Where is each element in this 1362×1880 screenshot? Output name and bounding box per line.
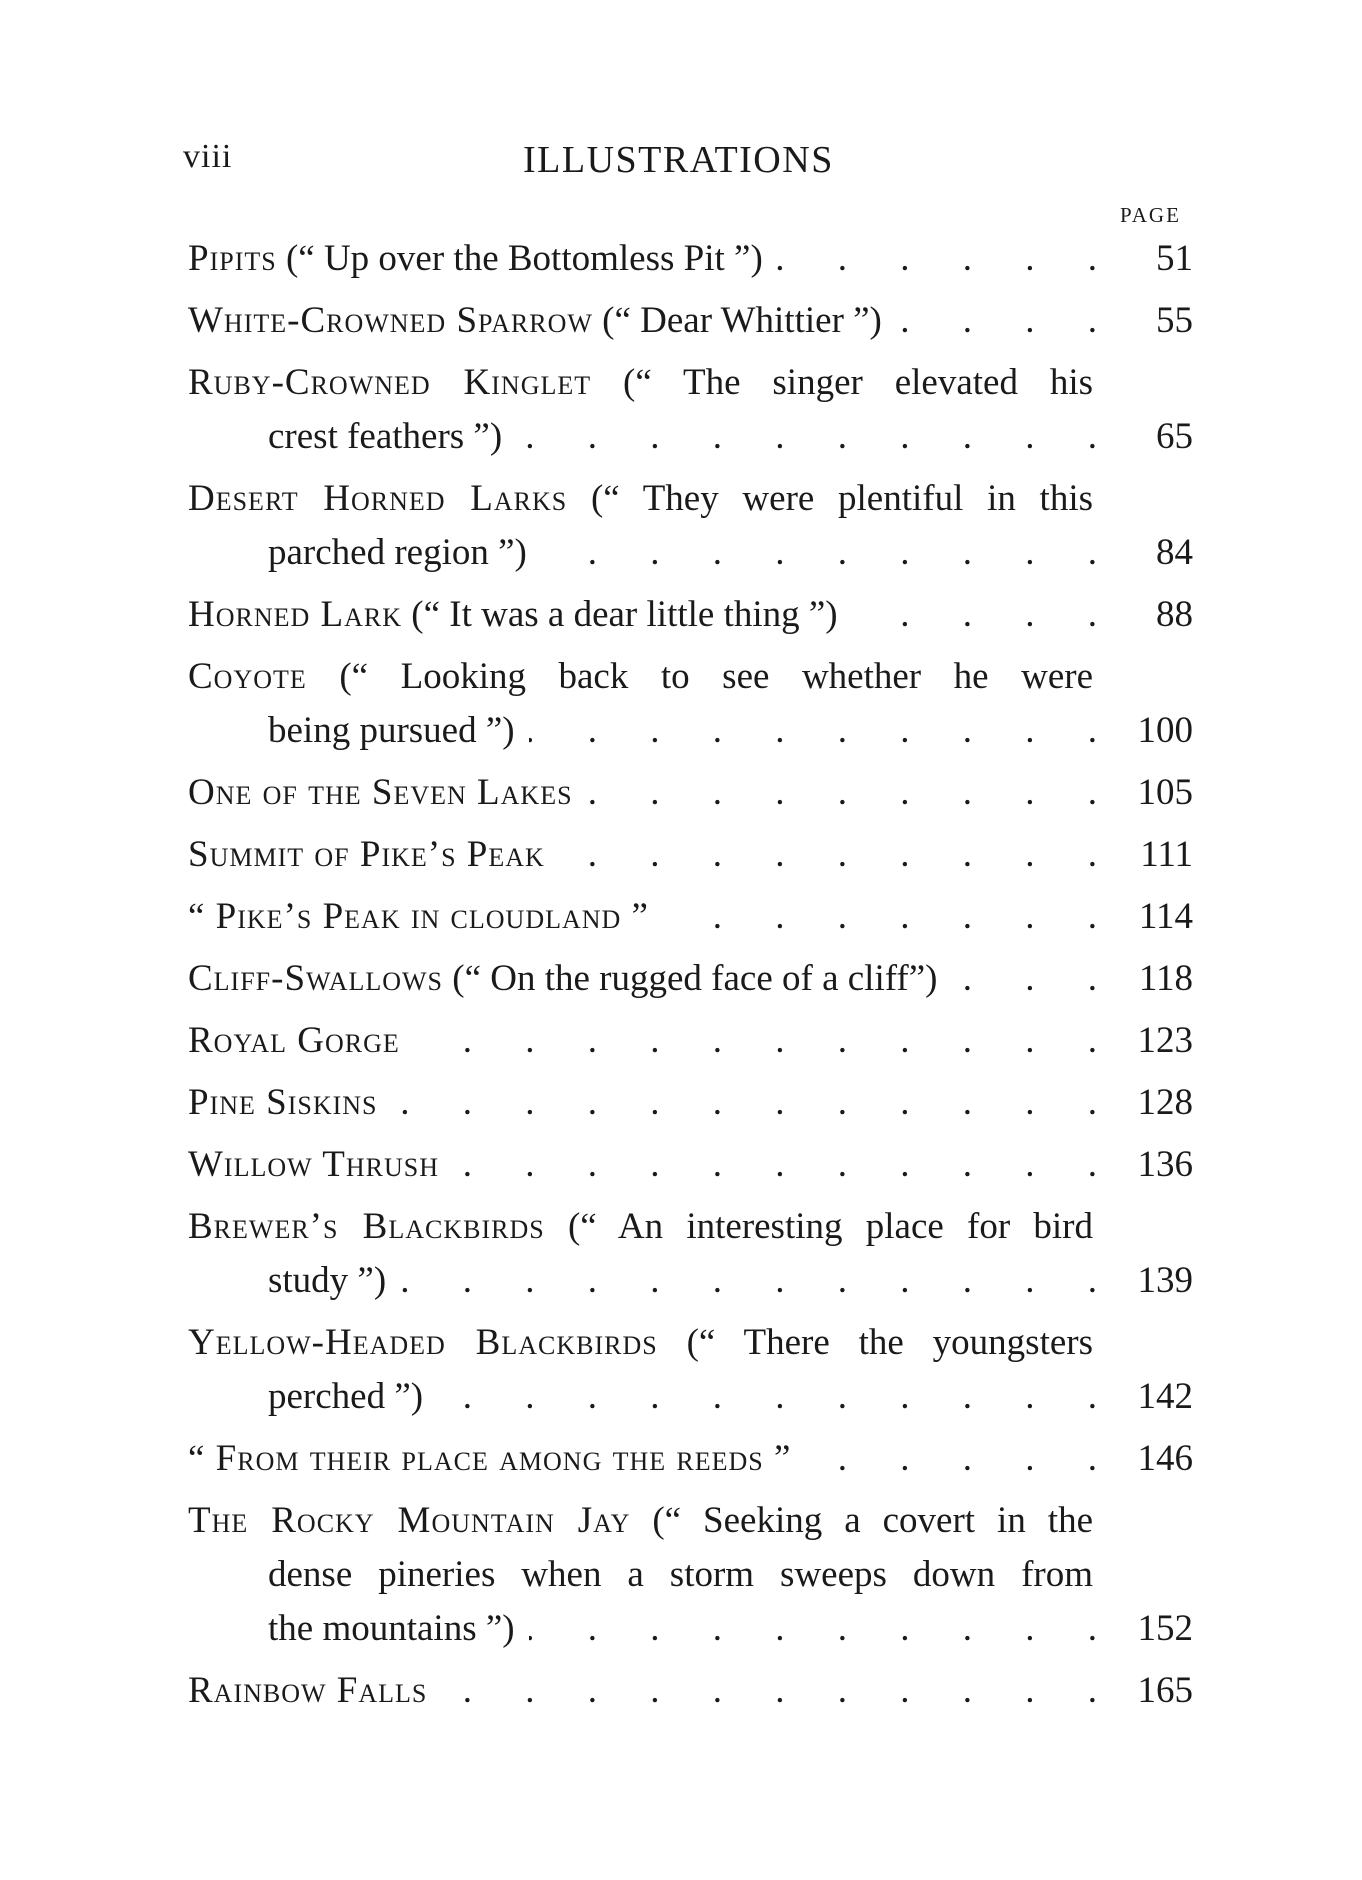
entry-caption: Willow Thrush [188,1144,439,1185]
list-item [188,232,1193,286]
entry-caption: Pipits [188,238,277,279]
list-item [188,588,1193,642]
leader-dots [896,294,1119,348]
leader-dots [414,1014,1119,1068]
leader-dots [529,704,1119,758]
entry-page: 146 [1137,1438,1193,1479]
entry-caption: Cliff-Swallows [188,958,444,999]
entry-caption: Desert Horned Larks [188,478,568,519]
entry-page: 142 [1137,1376,1193,1417]
entry-note: (“ It was a dear little thing ”) [411,594,838,635]
entry-note-continued: being pursued ”) [268,710,515,751]
page-column-label: PAGE [1120,203,1181,227]
leader-dots [516,410,1119,464]
page-header [183,138,1198,188]
entry-caption: Yellow-Headed Blackbirds [188,1322,658,1363]
entry-page: 100 [1137,710,1193,751]
entry-page: 105 [1137,772,1193,813]
entry-page: 128 [1137,1082,1193,1123]
entry-note: (“ Looking back to see whether he were [339,656,1093,697]
entry-note: (“ The singer elevated his [623,362,1094,403]
entry-note-continued: study ”) [268,1260,387,1301]
leader-dots [805,1432,1119,1486]
list-item [188,952,1193,1006]
entry-page: 136 [1137,1144,1193,1185]
leader-dots [559,828,1119,882]
entry-page: 111 [1140,834,1193,875]
entry-note-continued: dense pineries when a storm sweeps down from [268,1554,1093,1595]
entry-page: 88 [1156,594,1193,635]
entry-page: 118 [1138,958,1193,999]
entry-page: 51 [1156,238,1193,279]
entry-note-continued: parched region ”) [268,532,527,573]
leader-dots [529,1602,1119,1656]
entry-page: 65 [1156,416,1193,457]
leader-dots [777,232,1119,286]
entry-caption: One of the Seven Lakes [188,772,573,813]
leader-dots [951,952,1119,1006]
entry-caption: The Rocky Mountain Jay [188,1500,631,1541]
entry-note-continued: perched ”) [268,1376,424,1417]
list-item [188,356,1193,464]
entry-caption: Horned Lark [188,594,403,635]
entry-page: 123 [1137,1020,1193,1061]
entry-page: 165 [1137,1670,1193,1711]
entry-page: 55 [1156,300,1193,341]
entry-caption: Royal Gorge [188,1020,400,1061]
leader-dots [392,1076,1119,1130]
list-item [188,828,1193,882]
list-item [188,650,1193,758]
leader-dots [587,766,1119,820]
entry-note: (“ There the youngsters [686,1322,1093,1363]
leader-dots [453,1138,1119,1192]
entry-caption: Brewer’s Blackbirds [188,1206,545,1247]
entry-caption: Coyote [188,656,307,697]
leader-dots [437,1370,1119,1424]
leader-dots [852,588,1119,642]
list-item [188,1200,1193,1308]
list-item [188,1494,1193,1656]
list-item [188,1664,1193,1718]
entry-page: 139 [1137,1260,1193,1301]
entry-caption: “ From their place among the reeds ” [188,1438,792,1479]
leader-dots [441,1664,1119,1718]
entry-page: 152 [1137,1608,1193,1649]
leader-dots [541,526,1119,580]
running-head: ILLUSTRATIONS [523,139,834,181]
entry-note: (“ Up over the Bottomless Pit ”) [285,238,763,279]
folio-number: viii [183,138,233,175]
list-item [188,1014,1193,1068]
entry-note: (“ Seeking a covert in the [652,1500,1094,1541]
entry-note-continued: the mountains ”) [268,1608,515,1649]
list-item [188,472,1193,580]
entry-caption: “ Pike’s Peak in cloudland ” [188,896,649,937]
entry-page: 84 [1156,532,1193,573]
entry-caption: White-Crowned Sparrow [188,300,593,341]
entry-note: (“ They were plentiful in this [590,478,1093,519]
list-item [188,766,1193,820]
leader-dots [400,1254,1119,1308]
list-item [188,890,1193,944]
list-item [188,1138,1193,1192]
entry-note: (“ On the rugged face of a cliff”) [452,958,938,999]
illustrations-list [188,232,1193,1726]
entry-note-continued: crest feathers ”) [268,416,503,457]
leader-dots [663,890,1119,944]
list-item [188,294,1193,348]
list-item [188,1432,1193,1486]
entry-note: (“ Dear Whittier ”) [602,300,882,341]
entry-caption: Rainbow Falls [188,1670,428,1711]
list-item [188,1316,1193,1424]
entry-note: (“ An interesting place for bird [567,1206,1093,1247]
entry-caption: Pine Siskins [188,1082,378,1123]
list-item [188,1076,1193,1130]
entry-page: 114 [1138,896,1193,937]
entry-caption: Ruby-Crowned Kinglet [188,362,592,403]
entry-caption: Summit of Pike’s Peak [188,834,545,875]
